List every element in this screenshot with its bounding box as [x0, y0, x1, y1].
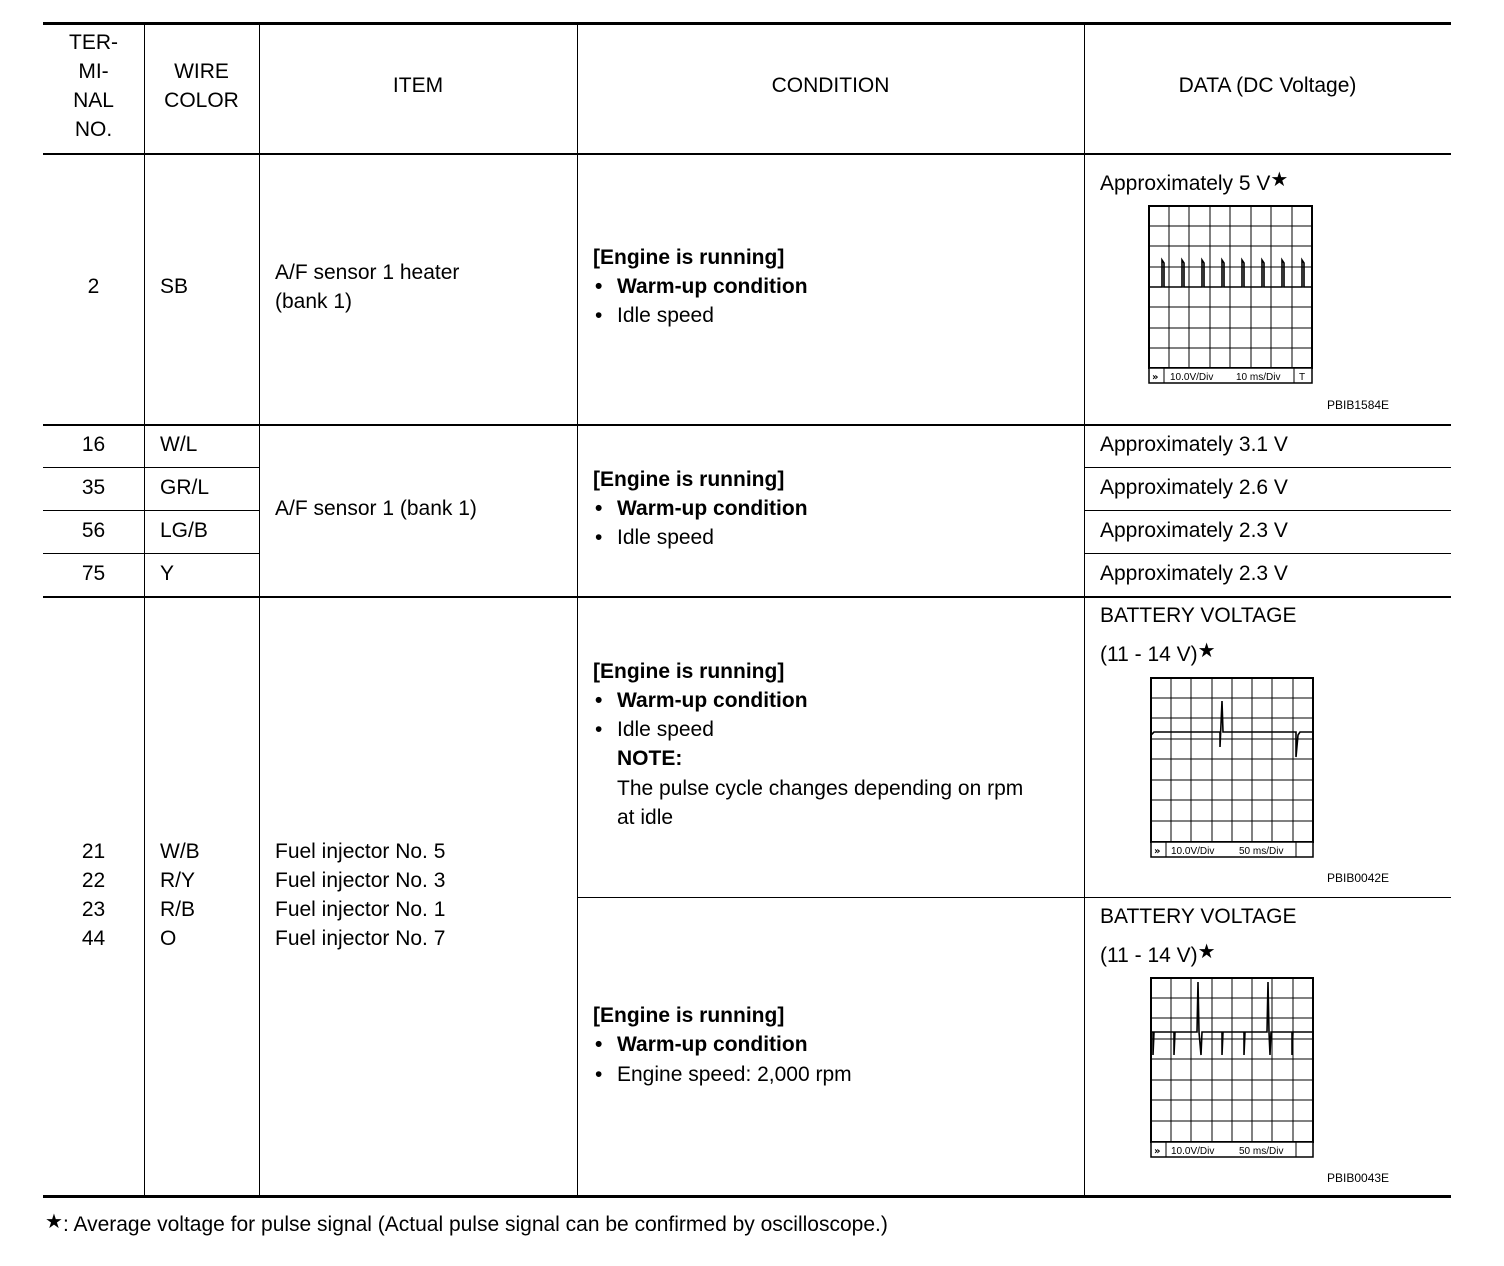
star-icon: ★ — [1197, 640, 1216, 662]
col-rule — [259, 24, 260, 1196]
row2-subrule — [43, 467, 259, 468]
row2-data: Approximately 2.3 V — [1100, 562, 1288, 585]
row2-wire: LG/B — [160, 519, 208, 542]
oscilloscope-graph-1 — [1148, 205, 1314, 385]
row1-condition-bullet: • Idle speed — [595, 304, 714, 327]
header-bottom-rule — [43, 153, 1451, 155]
row1-item: A/F sensor 1 heater (bank 1) — [275, 261, 460, 313]
table-bottom-rule — [43, 1195, 1451, 1198]
row2-subrule — [43, 510, 259, 511]
row1-condition-title: [Engine is running] — [593, 246, 785, 269]
row2-subrule — [1084, 553, 1451, 554]
row2-wire: Y — [160, 562, 175, 585]
svg-text:»: » — [1152, 372, 1159, 383]
row2-terminal: 16 — [81, 433, 106, 456]
row2-item: A/F sensor 1 (bank 1) — [275, 497, 477, 520]
row3b-condition-title: [Engine is running] — [593, 1004, 785, 1027]
oscilloscope-graph-2 — [1150, 677, 1316, 859]
header-condition: CONDITION — [771, 74, 890, 97]
row2-subrule — [1084, 467, 1451, 468]
row3-split-rule — [577, 897, 1451, 898]
row3b-data: BATTERY VOLTAGE (11 - 14 V)★ — [1100, 905, 1297, 967]
row2-terminal: 35 — [81, 476, 106, 499]
svg-text:50 ms/Div: 50 ms/Div — [1239, 1146, 1284, 1157]
col-rule — [577, 24, 578, 1196]
header-data: DATA (DC Voltage) — [1178, 74, 1357, 97]
svg-text:10 ms/Div: 10 ms/Div — [1236, 372, 1281, 383]
row1-data: Approximately 5 V★ — [1100, 169, 1289, 195]
star-icon: ★ — [1197, 941, 1216, 963]
row3a-note-label: NOTE: — [617, 747, 683, 770]
col-rule — [144, 24, 145, 1196]
table-top-rule — [43, 22, 1451, 25]
row2-condition-title: [Engine is running] — [593, 468, 785, 491]
row2-wire: W/L — [160, 433, 198, 456]
header-item: ITEM — [392, 74, 444, 97]
footnote: ★: Average voltage for pulse signal (Actual pulse signal can be confirmed by oscilloscope.) — [45, 1211, 888, 1236]
row1-terminal: 2 — [87, 275, 100, 298]
row2-bottom-rule — [43, 596, 1451, 598]
row2-terminal: 75 — [81, 562, 106, 585]
row2-data: Approximately 2.6 V — [1100, 476, 1288, 499]
figure-code: PBIB1584E — [1327, 398, 1390, 412]
row2-terminal: 56 — [81, 519, 106, 542]
row3-terminals: 21 22 23 44 — [81, 840, 106, 950]
row3a-condition-bullet: • Warm-up condition — [595, 689, 808, 712]
row3a-condition-bullet: • Idle speed — [595, 718, 714, 741]
row1-condition-bullet: • Warm-up condition — [595, 275, 808, 298]
row2-data: Approximately 2.3 V — [1100, 519, 1288, 542]
row1-wire: SB — [160, 275, 189, 298]
star-icon: ★ — [45, 1211, 63, 1233]
svg-text:10.0V/Div: 10.0V/Div — [1171, 1146, 1215, 1157]
svg-text:»: » — [1154, 1146, 1161, 1157]
row2-condition-bullet: • Warm-up condition — [595, 497, 808, 520]
row3a-condition-title: [Engine is running] — [593, 660, 785, 683]
row3-items: Fuel injector No. 5 Fuel injector No. 3 Fuel injector No. 1 Fuel injector No. 7 — [275, 840, 446, 950]
header-terminal-no: TER- MI- NAL NO. — [69, 31, 118, 141]
row2-subrule — [1084, 510, 1451, 511]
svg-text:T: T — [1299, 372, 1306, 383]
figure-code: PBIB0042E — [1327, 871, 1390, 885]
row1-bottom-rule — [43, 424, 1451, 426]
row2-data: Approximately 3.1 V — [1100, 433, 1288, 456]
col-rule — [1084, 24, 1085, 1196]
row3a-data: BATTERY VOLTAGE (11 - 14 V)★ — [1100, 604, 1297, 666]
oscilloscope-graph-3 — [1150, 977, 1316, 1159]
star-icon: ★ — [1270, 169, 1289, 191]
svg-text:10.0V/Div: 10.0V/Div — [1171, 846, 1215, 857]
header-wire-color: WIRE COLOR — [164, 60, 239, 112]
row2-subrule — [43, 553, 259, 554]
svg-text:50 ms/Div: 50 ms/Div — [1239, 846, 1284, 857]
row2-condition-bullet: • Idle speed — [595, 526, 714, 549]
row2-wire: GR/L — [160, 476, 210, 499]
svg-text:10.0V/Div: 10.0V/Div — [1170, 372, 1214, 383]
row3b-condition-bullet: • Engine speed: 2,000 rpm — [595, 1063, 852, 1086]
svg-text:»: » — [1154, 846, 1161, 857]
row3a-note-text: The pulse cycle changes depending on rpm at idle — [617, 777, 1024, 829]
figure-code: PBIB0043E — [1327, 1171, 1390, 1185]
row3-wires: W/B R/Y R/B O — [160, 840, 200, 950]
row3b-condition-bullet: • Warm-up condition — [595, 1033, 808, 1056]
